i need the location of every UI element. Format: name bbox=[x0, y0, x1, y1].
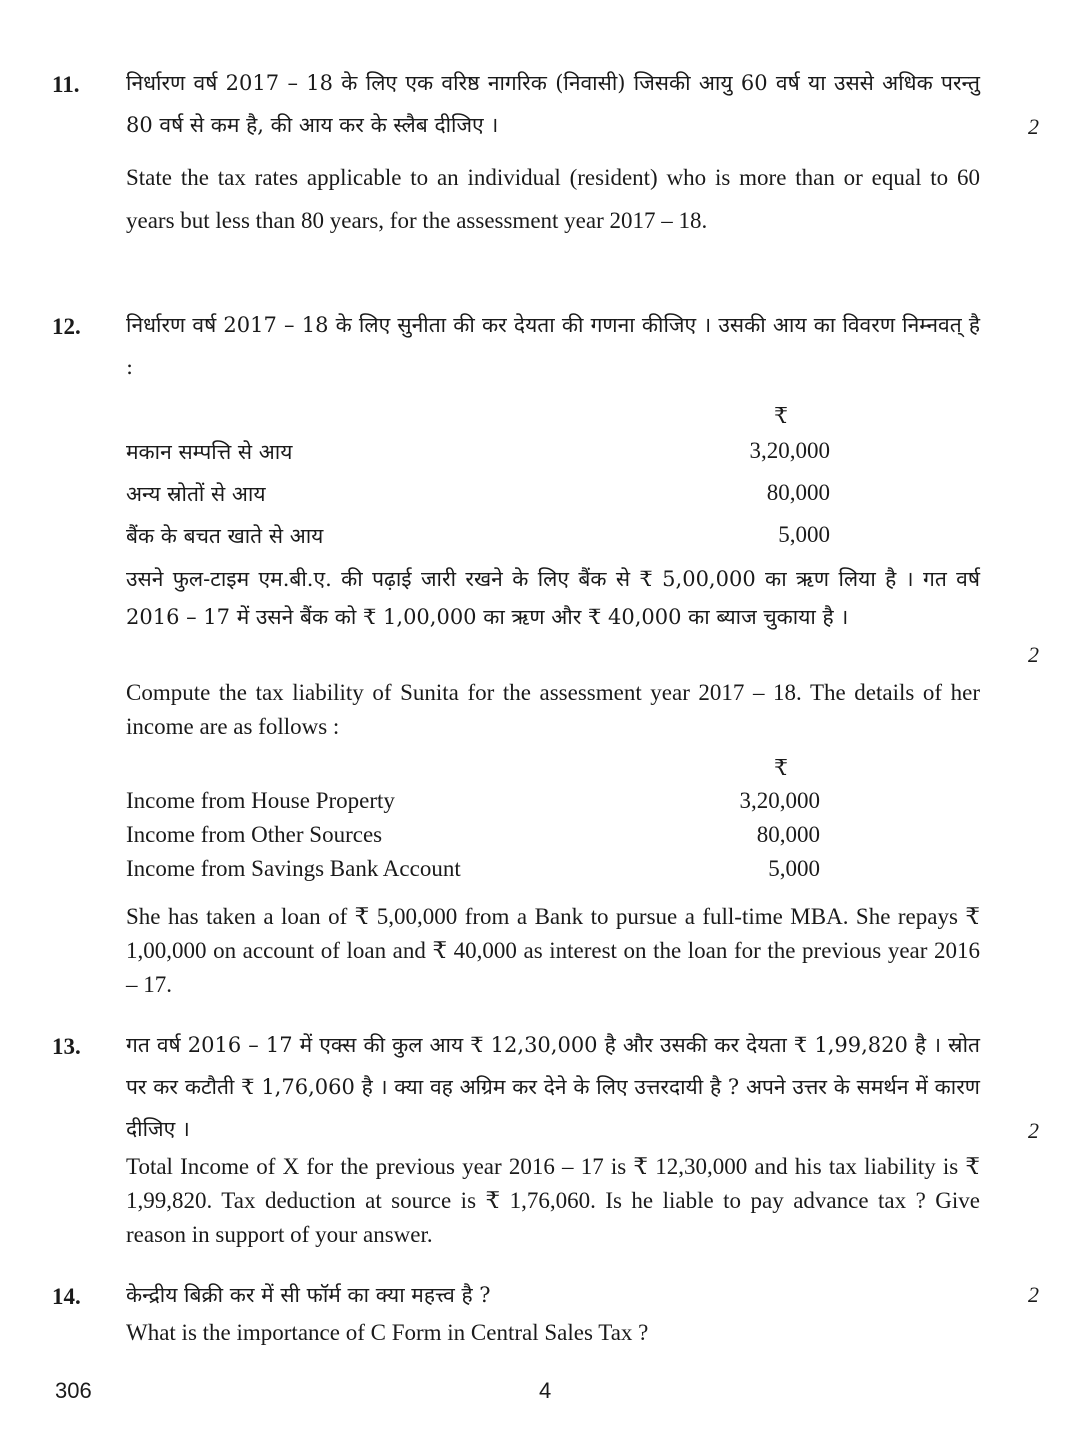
question-11-hindi: निर्धारण वर्ष 2017 – 18 के लिए एक वरिष्ठ नागरिक (निवासी) जिसकी आयु 60 वर्ष या उससे अधिक परन्तु 80 वर्ष से कम है, की आय कर के स्लैब दीजिए । bbox=[126, 71, 980, 137]
hindi-income-value: 3,20,000 bbox=[749, 438, 830, 463]
hindi-income-row bbox=[126, 522, 846, 558]
question-13-hindi: गत वर्ष 2016 – 17 में एक्स की कुल आय ₹ 12,30,000 है और उसकी कर देयता ₹ 1,99,820 है । स्रोत पर कर कटौती ₹ 1,76,060 है । क्या वह अग्रिम कर देने के लिए उत्तरदायी है ? अपने उत्तर के समर्थन में कारण दीजिए । bbox=[126, 1033, 980, 1141]
question-number-14: 14. bbox=[52, 1284, 81, 1309]
paper-code: 306 bbox=[55, 1378, 92, 1403]
hindi-income-label: बैंक के बचत खाते से आय bbox=[126, 524, 324, 548]
hindi-income-value: 5,000 bbox=[778, 522, 830, 547]
question-14-english: What is the importance of C Form in Central Sales Tax ? bbox=[126, 1320, 649, 1345]
question-12-hindi-intro: निर्धारण वर्ष 2017 – 18 के लिए सुनीता की कर देयता की गणना कीजिए । उसकी आय का विवरण निम्नवत् है : bbox=[126, 313, 980, 379]
question-11-marks: 2 bbox=[1028, 114, 1039, 139]
question-12-marks: 2 bbox=[1028, 642, 1039, 667]
question-14-hindi: केन्द्रीय बिक्री कर में सी फॉर्म का क्या महत्त्व है ? bbox=[126, 1283, 491, 1307]
question-13-english: Total Income of X for the previous year 2016 – 17 is ₹ 12,30,000 and his tax liability is ₹ 1,99,820. Tax deduction at source is ₹ 1,76,060. Is he liable to pay advance tax ? Give reason in support of your answer. bbox=[126, 1154, 980, 1247]
english-income-label: Income from Other Sources bbox=[126, 822, 383, 847]
english-income-row bbox=[126, 856, 826, 892]
english-income-value: 3,20,000 bbox=[739, 788, 820, 813]
hindi-income-label: मकान सम्पत्ति से आय bbox=[126, 440, 293, 464]
question-12-english-outro: She has taken a loan of ₹ 5,00,000 from a Bank to pursue a full-time MBA. She repays ₹ 1,00,000 on account of loan and ₹ 40,000 as interest on the loan for the previous year 2016 – 17. bbox=[126, 904, 980, 997]
english-income-label: Income from Savings Bank Account bbox=[126, 856, 461, 881]
english-income-row bbox=[126, 788, 826, 824]
english-income-value: 5,000 bbox=[768, 856, 820, 881]
rupee-column-header-english: ₹ bbox=[774, 756, 788, 781]
question-number-13: 13. bbox=[52, 1034, 81, 1059]
question-13-marks: 2 bbox=[1028, 1118, 1039, 1143]
english-income-label: Income from House Property bbox=[126, 788, 395, 813]
hindi-income-label: अन्य स्रोतों से आय bbox=[126, 482, 266, 506]
hindi-income-value: 80,000 bbox=[766, 480, 830, 505]
question-12-hindi-outro: उसने फुल-टाइम एम.बी.ए. की पढ़ाई जारी रखने के लिए बैंक से ₹ 5,00,000 का ऋण लिया है । गत वर्ष 2016 – 17 में उसने बैंक को ₹ 1,00,000 का ऋण और ₹ 40,000 का ब्याज चुकाया है । bbox=[126, 567, 980, 629]
rupee-column-header-hindi: ₹ bbox=[774, 404, 788, 429]
question-12-english-intro: Compute the tax liability of Sunita for the assessment year 2017 – 18. The details of her income are as follows : bbox=[126, 680, 980, 739]
english-income-row bbox=[126, 822, 826, 858]
question-11-english: State the tax rates applicable to an individual (resident) who is more than or equal to 60 years but less than 80 years, for the assessment year 2017 – 18. bbox=[126, 165, 980, 233]
question-number-12: 12. bbox=[52, 314, 81, 339]
page-number: 4 bbox=[539, 1378, 552, 1403]
hindi-income-row bbox=[126, 480, 846, 516]
english-income-value: 80,000 bbox=[756, 822, 820, 847]
question-14-marks: 2 bbox=[1028, 1282, 1039, 1307]
question-number-11: 11. bbox=[52, 72, 80, 97]
hindi-income-row bbox=[126, 438, 846, 474]
